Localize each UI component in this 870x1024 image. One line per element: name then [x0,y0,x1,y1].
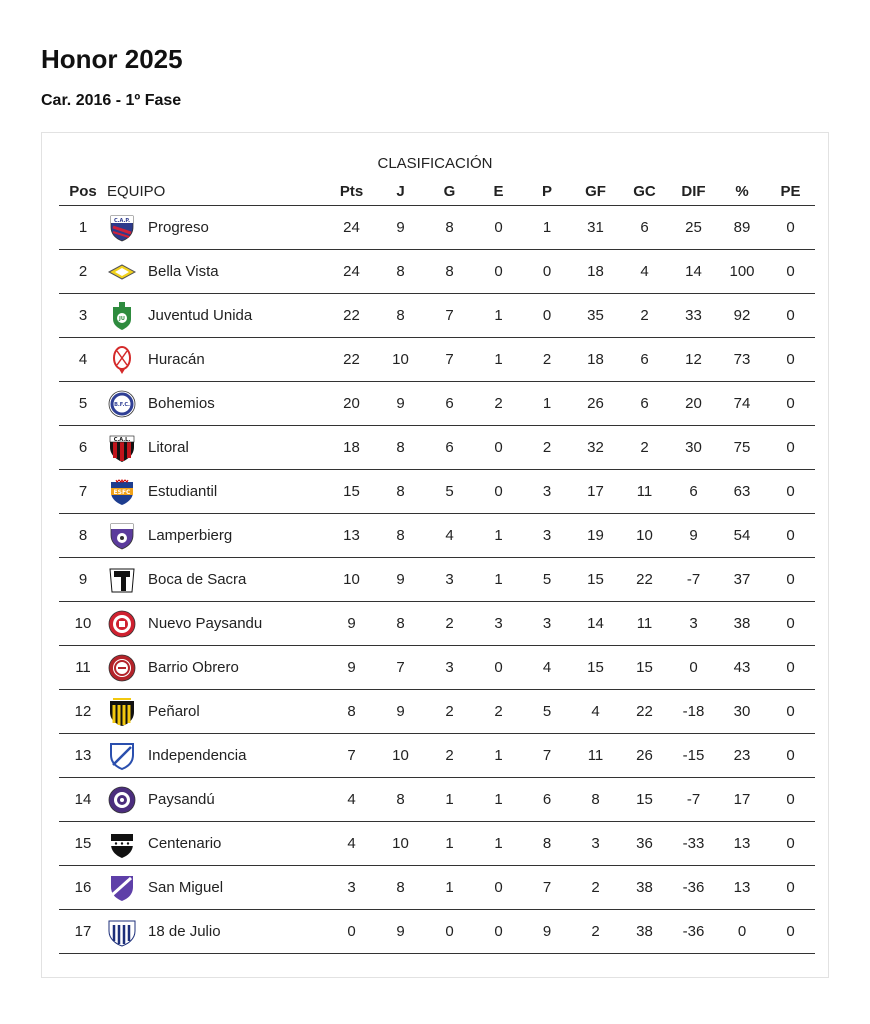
team-cell [107,690,327,734]
barrio-obrero-crest [107,653,137,683]
cell-gf: 31 [571,206,620,250]
team-wrap [107,477,327,507]
cell-pts: 13 [327,514,376,558]
cell-gf: 11 [571,734,620,778]
cell-j: 8 [376,514,425,558]
cell-pts: 24 [327,250,376,294]
cell-gc: 10 [620,514,669,558]
cell-pct: 23 [718,734,766,778]
cell-gf: 4 [571,690,620,734]
cell-j: 9 [376,910,425,954]
estudiantil-crest [107,477,137,507]
header-pos[interactable]: Pos [59,177,107,206]
team-wrap [107,653,327,683]
cell-gc: 22 [620,558,669,602]
cell-pts: 10 [327,558,376,602]
cell-e: 1 [474,558,523,602]
cell-pct: 17 [718,778,766,822]
cell-pts: 20 [327,382,376,426]
header-pct[interactable]: % [718,177,766,206]
cell-gc: 26 [620,734,669,778]
cell-pos: 8 [59,514,107,558]
team-cell [107,250,327,294]
cell-dif: 3 [669,602,718,646]
cell-g: 1 [425,866,474,910]
table-row [59,338,815,382]
cell-gc: 4 [620,250,669,294]
table-row [59,822,815,866]
cell-j: 8 [376,294,425,338]
cell-pts: 24 [327,206,376,250]
juventud-unida-crest [107,301,137,331]
lamperbierg-crest [107,521,137,551]
cell-pct: 43 [718,646,766,690]
cell-gf: 15 [571,646,620,690]
cell-pts: 22 [327,294,376,338]
cell-pct: 75 [718,426,766,470]
cell-pct: 30 [718,690,766,734]
cell-pe: 0 [766,602,815,646]
cell-pe: 0 [766,382,815,426]
cell-pos: 11 [59,646,107,690]
cell-dif: -33 [669,822,718,866]
cell-p: 2 [523,426,571,470]
cell-pct: 92 [718,294,766,338]
header-dif[interactable]: DIF [669,177,718,206]
cell-pts: 3 [327,866,376,910]
cell-j: 9 [376,690,425,734]
cell-gf: 26 [571,382,620,426]
cell-pe: 0 [766,866,815,910]
litoral-crest [107,433,137,463]
team-wrap [107,213,327,243]
team-name[interactable]: Centenario [148,835,222,852]
team-wrap [107,785,327,815]
team-name[interactable]: Boca de Sacra [148,571,247,588]
team-cell [107,206,327,250]
cell-g: 3 [425,558,474,602]
cell-pos: 3 [59,294,107,338]
cell-g: 6 [425,426,474,470]
cell-g: 1 [425,778,474,822]
cell-g: 2 [425,602,474,646]
cell-pe: 0 [766,470,815,514]
cell-e: 1 [474,778,523,822]
team-name[interactable]: 18 de Julio [148,923,221,940]
team-cell [107,602,327,646]
cell-gc: 6 [620,206,669,250]
team-wrap [107,829,327,859]
team-name[interactable]: Litoral [148,439,189,456]
cell-pct: 63 [718,470,766,514]
header-pts[interactable]: Pts [327,177,376,206]
cell-pts: 22 [327,338,376,382]
cell-pos: 15 [59,822,107,866]
team-name[interactable]: Nuevo Paysandu [148,615,263,632]
team-cell [107,382,327,426]
team-wrap [107,521,327,551]
cell-g: 4 [425,514,474,558]
header-g[interactable]: G [425,177,474,206]
cell-e: 1 [474,734,523,778]
bella-vista-crest [107,257,137,287]
cell-gf: 2 [571,910,620,954]
cell-p: 7 [523,866,571,910]
cell-pct: 37 [718,558,766,602]
cell-dif: 12 [669,338,718,382]
table-row [59,646,815,690]
cell-pct: 13 [718,866,766,910]
cell-gc: 38 [620,866,669,910]
cell-pct: 100 [718,250,766,294]
cell-dif: 30 [669,426,718,470]
cell-e: 0 [474,250,523,294]
cell-dif: -36 [669,910,718,954]
table-row [59,778,815,822]
cell-pct: 74 [718,382,766,426]
header-gf[interactable]: GF [571,177,620,206]
san-miguel-crest [107,873,137,903]
cell-gc: 2 [620,426,669,470]
cell-dif: 33 [669,294,718,338]
team-cell [107,910,327,954]
cell-pct: 13 [718,822,766,866]
centenario-crest [107,829,137,859]
team-name[interactable]: Estudiantil [148,483,218,500]
team-cell [107,734,327,778]
cell-e: 0 [474,646,523,690]
cell-pts: 4 [327,778,376,822]
cell-pe: 0 [766,558,815,602]
cell-pct: 0 [718,910,766,954]
team-wrap [107,257,327,287]
svg-text:ESFC: ESFC [113,488,131,496]
cell-pe: 0 [766,778,815,822]
standings-table [59,177,815,954]
cell-dif: 9 [669,514,718,558]
cell-pe: 0 [766,338,815,382]
team-cell [107,470,327,514]
header-j[interactable]: J [376,177,425,206]
cell-g: 6 [425,382,474,426]
cell-dif: -18 [669,690,718,734]
svg-text:C.A.L.: C.A.L. [113,436,131,443]
cell-gf: 15 [571,558,620,602]
cell-pos: 17 [59,910,107,954]
cell-p: 6 [523,778,571,822]
cell-j: 8 [376,602,425,646]
header-team[interactable]: EQUIPO [107,177,327,206]
table-row [59,558,815,602]
table-row [59,206,815,250]
header-p[interactable]: P [523,177,571,206]
cell-dif: -15 [669,734,718,778]
team-wrap [107,565,327,595]
table-row [59,866,815,910]
cell-pts: 7 [327,734,376,778]
team-wrap [107,873,327,903]
cell-gf: 8 [571,778,620,822]
cell-g: 5 [425,470,474,514]
cell-e: 0 [474,426,523,470]
cell-dif: -36 [669,866,718,910]
team-cell [107,558,327,602]
cell-g: 7 [425,294,474,338]
team-wrap [107,345,327,375]
cell-j: 10 [376,734,425,778]
cell-j: 8 [376,426,425,470]
cell-e: 0 [474,910,523,954]
team-cell [107,866,327,910]
team-name[interactable]: Lamperbierg [148,527,233,544]
cell-j: 7 [376,646,425,690]
table-row [59,690,815,734]
page-title: Honor 2025 [41,44,183,74]
cell-pos: 13 [59,734,107,778]
cell-gc: 6 [620,382,669,426]
cell-pos: 10 [59,602,107,646]
cell-pos: 12 [59,690,107,734]
cell-gc: 22 [620,690,669,734]
cell-g: 8 [425,206,474,250]
table-row [59,382,815,426]
cell-gc: 15 [620,778,669,822]
cell-p: 3 [523,470,571,514]
cell-e: 1 [474,822,523,866]
team-cell [107,514,327,558]
svg-text:B.F.C.: B.F.C. [114,401,130,408]
team-wrap [107,433,327,463]
team-cell [107,778,327,822]
team-name[interactable]: Peñarol [148,703,200,720]
cell-pos: 4 [59,338,107,382]
cell-pos: 1 [59,206,107,250]
team-wrap [107,917,327,947]
cell-p: 1 [523,382,571,426]
cell-pts: 9 [327,646,376,690]
cell-j: 9 [376,382,425,426]
cell-j: 10 [376,338,425,382]
team-wrap [107,301,327,331]
cell-gf: 18 [571,250,620,294]
cell-e: 3 [474,602,523,646]
team-name[interactable]: Bohemios [148,395,215,412]
team-name[interactable]: Bella Vista [148,263,219,280]
table-row [59,294,815,338]
cell-pe: 0 [766,426,815,470]
independencia-crest [107,741,137,771]
cell-gf: 18 [571,338,620,382]
nuevo-paysandu-crest [107,609,137,639]
cell-e: 0 [474,470,523,514]
cell-pos: 6 [59,426,107,470]
cell-pos: 16 [59,866,107,910]
progreso-crest [107,213,137,243]
table-row [59,910,815,954]
team-wrap [107,741,327,771]
cell-p: 4 [523,646,571,690]
cell-gf: 14 [571,602,620,646]
cell-g: 1 [425,822,474,866]
cell-gc: 38 [620,910,669,954]
cell-e: 0 [474,206,523,250]
team-cell [107,338,327,382]
svg-text:C.A.P.: C.A.P. [113,217,131,224]
cell-dif: 6 [669,470,718,514]
standings-card [41,132,829,978]
cell-j: 10 [376,822,425,866]
cell-dif: -7 [669,558,718,602]
huracan-crest [107,345,137,375]
cell-gf: 3 [571,822,620,866]
cell-e: 1 [474,514,523,558]
team-wrap [107,697,327,727]
cell-g: 7 [425,338,474,382]
cell-p: 9 [523,910,571,954]
team-cell [107,294,327,338]
cell-j: 8 [376,250,425,294]
cell-pts: 9 [327,602,376,646]
team-name[interactable]: Juventud Unida [148,307,253,324]
header-e[interactable]: E [474,177,523,206]
cell-j: 9 [376,206,425,250]
cell-p: 2 [523,338,571,382]
cell-p: 8 [523,822,571,866]
cell-gc: 6 [620,338,669,382]
cell-p: 7 [523,734,571,778]
cell-pos: 2 [59,250,107,294]
cell-pe: 0 [766,514,815,558]
team-cell [107,822,327,866]
cell-pts: 18 [327,426,376,470]
team-cell [107,646,327,690]
18-de-julio-crest [107,917,137,947]
cell-pe: 0 [766,690,815,734]
cell-p: 5 [523,558,571,602]
cell-j: 8 [376,778,425,822]
cell-g: 2 [425,734,474,778]
cell-gc: 11 [620,470,669,514]
cell-pct: 89 [718,206,766,250]
cell-pos: 7 [59,470,107,514]
team-name[interactable]: Progreso [148,219,209,236]
table-row [59,470,815,514]
cell-pts: 0 [327,910,376,954]
cell-gc: 36 [620,822,669,866]
cell-e: 0 [474,866,523,910]
cell-pct: 38 [718,602,766,646]
cell-pe: 0 [766,294,815,338]
cell-gf: 19 [571,514,620,558]
cell-g: 3 [425,646,474,690]
penarol-crest [107,697,137,727]
team-wrap [107,609,327,639]
cell-pe: 0 [766,250,815,294]
cell-dif: 25 [669,206,718,250]
boca-de-sacra-crest [107,565,137,595]
cell-gc: 11 [620,602,669,646]
cell-dif: 0 [669,646,718,690]
cell-j: 8 [376,470,425,514]
cell-j: 8 [376,866,425,910]
cell-pos: 14 [59,778,107,822]
cell-p: 0 [523,250,571,294]
table-row [59,734,815,778]
cell-g: 2 [425,690,474,734]
cell-pct: 73 [718,338,766,382]
cell-e: 1 [474,338,523,382]
team-name[interactable]: Huracán [148,351,205,368]
cell-pts: 4 [327,822,376,866]
cell-j: 9 [376,558,425,602]
table-row [59,602,815,646]
cell-p: 5 [523,690,571,734]
cell-e: 2 [474,690,523,734]
cell-dif: -7 [669,778,718,822]
cell-dif: 20 [669,382,718,426]
cell-gf: 2 [571,866,620,910]
cell-g: 8 [425,250,474,294]
cell-gc: 15 [620,646,669,690]
page-subtitle: Car. 2016 - 1º Fase [41,92,182,109]
table-header-row [59,177,815,206]
cell-p: 0 [523,294,571,338]
team-name[interactable]: Barrio Obrero [148,659,239,676]
cell-pe: 0 [766,206,815,250]
cell-gf: 32 [571,426,620,470]
cell-pts: 15 [327,470,376,514]
cell-p: 3 [523,514,571,558]
svg-text:JU: JU [119,315,125,322]
cell-pe: 0 [766,822,815,866]
team-name[interactable]: Independencia [148,747,247,764]
cell-pts: 8 [327,690,376,734]
table-row [59,250,815,294]
header-gc[interactable]: GC [620,177,669,206]
table-row [59,514,815,558]
cell-e: 1 [474,294,523,338]
team-name[interactable]: San Miguel [148,879,224,896]
table-caption: CLASIFICACIÓN [377,155,493,172]
team-wrap [107,389,327,419]
team-cell [107,426,327,470]
cell-g: 0 [425,910,474,954]
cell-pos: 9 [59,558,107,602]
cell-gc: 2 [620,294,669,338]
cell-e: 2 [474,382,523,426]
header-pe[interactable]: PE [766,177,815,206]
standings-body [59,206,815,954]
bohemios-crest [107,389,137,419]
cell-pe: 0 [766,646,815,690]
cell-pct: 54 [718,514,766,558]
cell-pos: 5 [59,382,107,426]
cell-gf: 35 [571,294,620,338]
paysandu-crest [107,785,137,815]
cell-pe: 0 [766,910,815,954]
cell-p: 3 [523,602,571,646]
cell-pe: 0 [766,734,815,778]
cell-dif: 14 [669,250,718,294]
cell-gf: 17 [571,470,620,514]
table-row [59,426,815,470]
cell-p: 1 [523,206,571,250]
team-name[interactable]: Paysandú [148,791,215,808]
